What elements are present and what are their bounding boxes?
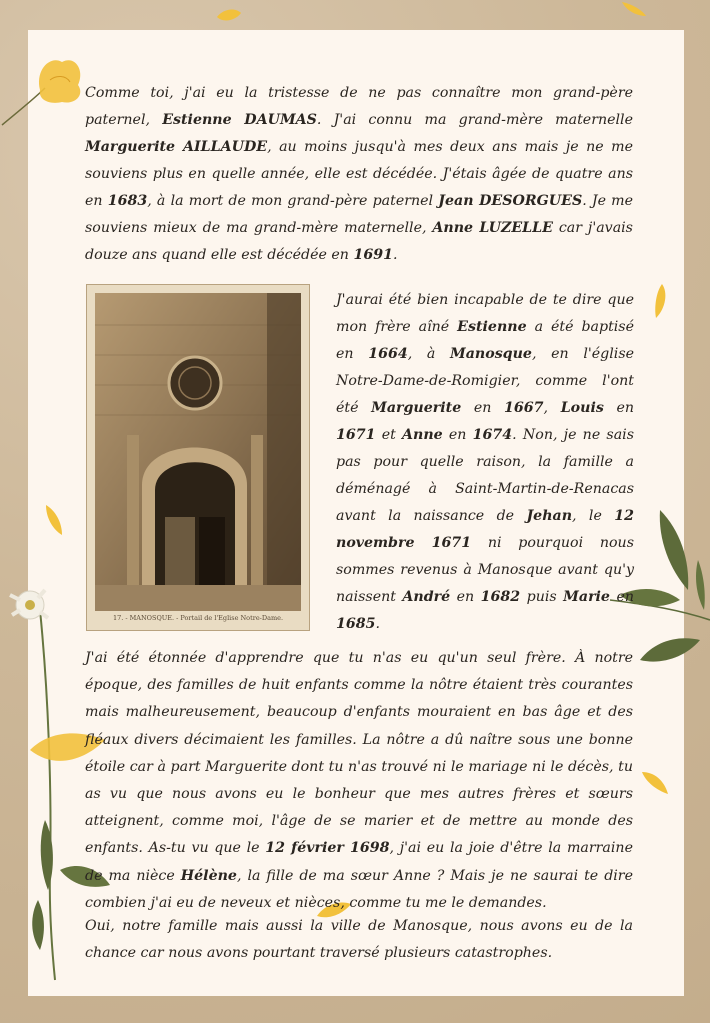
name-helene: Hélène [180, 867, 237, 884]
place-manosque: Manosque [450, 346, 532, 362]
year-1685: 1685 [336, 616, 376, 632]
text-span: , la fille de ma sœur Anne ? Mais je ne saurai te dire combien j'ai eu de neveux et nièces, comme tu me le demandes. [85, 867, 633, 911]
year-1667: 1667 [504, 400, 544, 416]
name-jean-desorgues: Jean DESORGUES [438, 193, 583, 209]
text-span: . J'ai connu ma grand-mère maternelle [316, 112, 633, 128]
paragraph-grandparents [85, 80, 633, 269]
text-span: , le [572, 508, 615, 524]
text-span: , j'ai eu la joie d'être la marraine de ma nièce [85, 840, 633, 884]
petal-top-right [620, 0, 650, 20]
text-span: en [603, 400, 634, 416]
church-portal-photo [87, 285, 309, 630]
text-span: en [450, 589, 481, 605]
petal-top [215, 5, 245, 27]
paragraph-family-size [85, 645, 633, 917]
text-span: en [442, 427, 473, 443]
text-span: en [461, 400, 505, 416]
name-marguerite-aillaude: Marguerite AILLAUDE [85, 139, 268, 155]
text-span: J'ai été étonnée d'apprendre que tu n'as eu qu'un seul frère. À notre époque, des familles de huit enfants comme la nôtre étaient très courantes mais malheureusement, beaucoup d'enfants mouraient en bas âge et des fléaux divers décimaient les familles. La nôtre a dû naître sous une bonne étoile car à part Marguerite dont tu n'as trouvé ni le mariage ni le décès, tu as vu que nous avons eu le bonheur que mes autres frères et sœurs atteignent, comme moi, l'âge de se marier et de mettre au monde des enfants. As-tu vu que le [85, 650, 633, 857]
text-span: puis [520, 589, 564, 605]
name-estienne: Estienne [457, 319, 527, 335]
text-span: . Je me souviens mieux de ma grand-mère maternelle, [85, 193, 634, 236]
paragraph-siblings [336, 287, 634, 638]
name-andre: André [402, 589, 451, 605]
text-span: , en l'église Notre-Dame-de-Romigier, comme l'ont été [336, 346, 634, 416]
text-span: , [543, 400, 561, 416]
text-span: . [375, 616, 381, 632]
text-span: a été baptisé en [336, 319, 634, 362]
name-marie: Marie [563, 589, 610, 605]
year-1671: 1671 [336, 427, 376, 443]
year-1683: 1683 [107, 193, 148, 209]
name-marguerite: Marguerite [371, 400, 462, 416]
name-estienne-daumas: Estienne DAUMAS [162, 112, 317, 128]
year-1674: 1674 [472, 427, 513, 443]
date-12-novembre-1671: 12 novembre 1671 [336, 508, 634, 551]
name-anne: Anne [402, 427, 443, 443]
text-span: . Non, je ne sais pas pour quelle raison, la famille a déménagé à Saint-Martin-de-Renacas avant la naissance de [336, 427, 634, 524]
name-jehan: Jehan [526, 508, 573, 524]
year-1691: 1691 [353, 247, 393, 263]
petal-left [40, 503, 68, 539]
year-1682: 1682 [480, 589, 521, 605]
text-span: Comme toi, j'ai eu la tristesse de ne pas connaître mon grand-père paternel, [85, 85, 633, 128]
paragraph-manosque-chance [85, 913, 633, 967]
photo-caption: 17. - MANOSQUE. - Portail de l'Eglise Notre-Dame. [112, 614, 284, 622]
name-anne-luzelle: Anne LUZELLE [432, 220, 553, 236]
name-louis: Louis [560, 400, 604, 416]
text-span: car j'avais douze ans quand elle est décédée en [85, 220, 633, 263]
text-span: , à [407, 346, 451, 362]
text-span: , au moins jusqu'à mes deux ans mais je ne me souviens plus en quelle année, elle est décédée. J'étais âgée de quatre ans en [85, 139, 633, 209]
text-span: Oui, notre famille mais aussi la ville de Manosque, nous avons eu de la chance car nous avons pourtant traversé plusieurs catastrophes. [85, 918, 633, 962]
text-span: et [375, 427, 403, 443]
text-span: . [392, 247, 398, 263]
year-1664: 1664 [368, 346, 408, 362]
date-12-fevrier-1698: 12 février 1698 [265, 840, 390, 857]
text-span: , à la mort de mon grand-père paternel [147, 193, 439, 209]
church-portal-illustration [87, 285, 309, 630]
yellow-flower-top-left [0, 50, 90, 130]
text-span: ni pourquoi nous sommes revenus à Manosque avant qu'y naissent [336, 535, 634, 605]
text-span: en [609, 589, 634, 605]
text-span: J'aurai été bien incapable de te dire que mon frère aîné [336, 292, 634, 335]
petal-right-1 [650, 282, 672, 322]
petal-right-2 [640, 768, 672, 798]
